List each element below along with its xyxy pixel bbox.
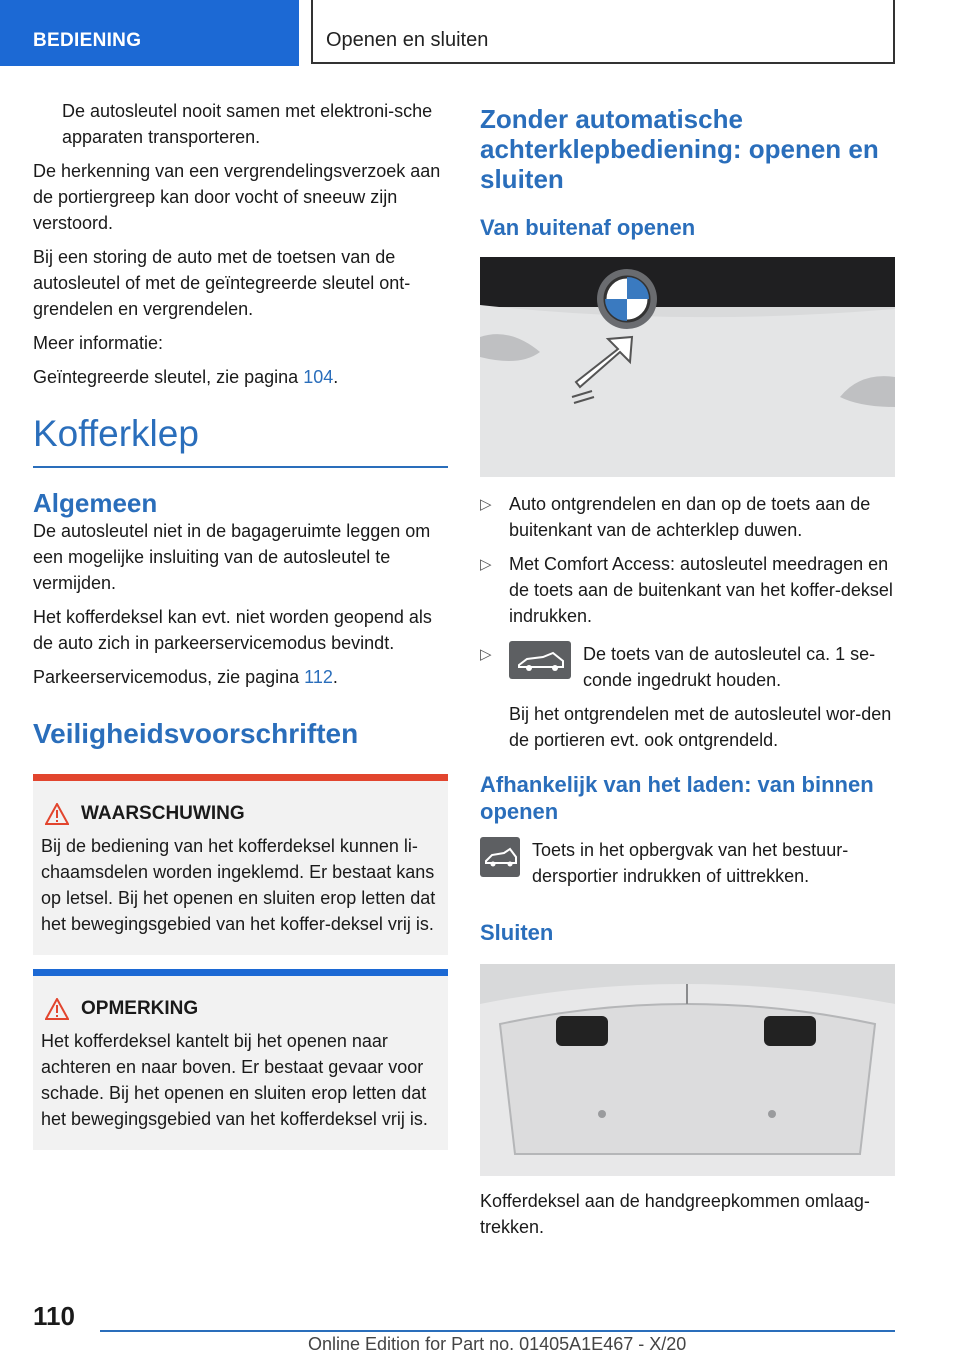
triangle-bullet-icon: ▷ bbox=[480, 646, 492, 663]
step-item bbox=[480, 551, 895, 629]
door-trunk-button-icon bbox=[480, 837, 520, 877]
right-column bbox=[480, 104, 895, 1248]
key-trunk-button-icon bbox=[509, 641, 571, 679]
paragraph: Parkeerservicemodus, zie pagina 112. bbox=[33, 667, 338, 687]
reference-text: Geïntegreerde sleutel, zie pagina bbox=[33, 367, 304, 387]
subsection-title-outside: Van buitenaf openen bbox=[480, 215, 696, 240]
warning-heading bbox=[41, 803, 440, 825]
chapter-title: Kofferklep bbox=[33, 412, 448, 468]
step-text: Auto ontgrendelen en dan op de toets aan de buitenkant van de achterklep duwen. bbox=[509, 494, 871, 540]
subsection-title-inside: Afhankelijk van het laden: van binnen openen bbox=[480, 772, 874, 824]
trunk-lid-illustration bbox=[480, 964, 895, 1176]
notice-label: OPMERKING bbox=[81, 998, 199, 1019]
page-header-title: Openen en sluiten bbox=[311, 0, 895, 64]
notice-heading bbox=[41, 998, 440, 1020]
page-link-104[interactable]: 104 bbox=[303, 367, 334, 387]
close-text: Kofferdeksel aan de handgreepkommen omlaag-trekken. bbox=[480, 1191, 870, 1237]
triangle-bullet-icon: ▷ bbox=[480, 556, 492, 573]
paragraph: De herkenning van een vergrendelingsverzoek aan de portiergreep kan door vocht of sneeuw zijn verstoord. bbox=[33, 161, 441, 233]
notice-box bbox=[33, 969, 448, 1150]
edition-note: Online Edition for Part no. 01405A1E467 - X/20 bbox=[308, 1334, 687, 1354]
paragraph: Bij een storing de auto met de toetsen van de autosleutel of met de geïntegreerde sleutel ont-grendelen en vergrendelen. bbox=[33, 247, 411, 319]
section-title-algemeen: Algemeen bbox=[33, 488, 158, 518]
notice-text: Het kofferdeksel kantelt bij het openen naar achteren en naar boven. Er bestaat gevaar voor schade. Bij het openen en sluiten erop letten dat het bewegingsgebied van het kofferdeksel vrij is. bbox=[41, 1031, 428, 1129]
warning-text: Bij de bediening van het kofferdeksel kunnen li-chaamsdelen worden ingeklemd. Er bestaat kans op letsel. Bij het openen en sluiten erop letten dat het bewegingsgebied van het koffer-deksel vrij is. bbox=[41, 836, 436, 934]
paragraph: Geïntegreerde sleutel, zie pagina 104. bbox=[33, 367, 339, 387]
intro-indented-paragraph: De autosleutel nooit samen met elektroni-sche apparaten transporteren. bbox=[62, 101, 433, 147]
section-title-safety: Veiligheidsvoorschriften bbox=[33, 718, 359, 749]
reference-text: Parkeerservicemodus, zie pagina bbox=[33, 667, 305, 687]
step-item bbox=[480, 641, 895, 693]
inside-text: Toets in het opbergvak van het bestuur-dersportier indrukken of uittrekken. bbox=[532, 840, 849, 886]
page-link-112[interactable]: 112 bbox=[304, 667, 333, 687]
caution-triangle-icon bbox=[45, 998, 69, 1020]
section-title-manual-tailgate: Zonder automatische achterklepbediening: openen en sluiten bbox=[480, 104, 879, 194]
triangle-bullet-icon: ▷ bbox=[480, 496, 492, 513]
paragraph: De autosleutel niet in de bagageruimte leggen om een mogelijke insluiting van de autosleutel te vermijden. bbox=[33, 521, 431, 593]
step-item bbox=[480, 491, 895, 543]
inside-instruction bbox=[480, 837, 895, 889]
paragraph: Het kofferdeksel kan evt. niet worden geopend als de auto zich in parkeerservicemodus bevindt. bbox=[33, 607, 432, 653]
step-text: De toets van de autosleutel ca. 1 se-conde ingedrukt houden. bbox=[583, 644, 876, 690]
warning-triangle-icon bbox=[45, 803, 69, 825]
trunk-button-photo bbox=[480, 257, 895, 477]
step-note: Bij het ontgrendelen met de autosleutel wor-den de portieren evt. ook ontgrendeld. bbox=[509, 704, 892, 750]
warning-label: WAARSCHUWING bbox=[81, 803, 245, 824]
step-text: Met Comfort Access: autosleutel meedragen en de toets aan de buitenkant van het koffer-deksel indrukken. bbox=[509, 554, 893, 626]
warning-box bbox=[33, 774, 448, 955]
paragraph: Meer informatie: bbox=[33, 333, 164, 353]
subsection-title-close: Sluiten bbox=[480, 920, 554, 945]
footer-divider bbox=[100, 1330, 895, 1332]
trunk-emblem-illustration bbox=[480, 257, 895, 477]
page-number: 110 bbox=[33, 1301, 75, 1331]
left-column bbox=[33, 98, 448, 1164]
section-tab: BEDIENING bbox=[0, 0, 299, 66]
trunk-lid-inside-photo bbox=[480, 964, 895, 1176]
